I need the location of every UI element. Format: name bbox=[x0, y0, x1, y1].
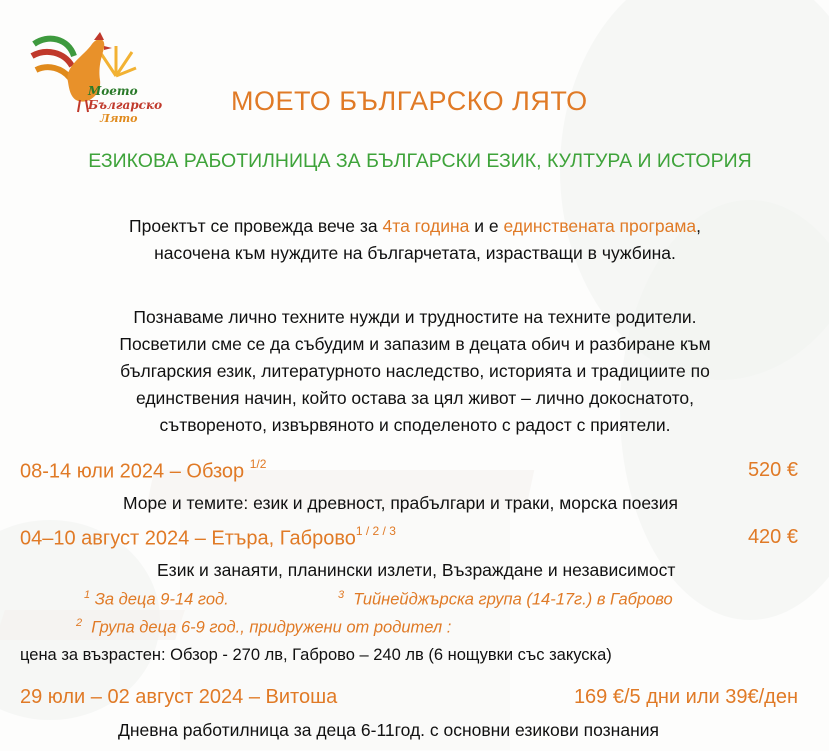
logo-text-line1: Моето bbox=[88, 84, 138, 98]
session-dates: 29 юли – 02 август 2024 – Витоша bbox=[20, 686, 338, 708]
logo-text-line2: Българско bbox=[88, 98, 163, 112]
session-price: 520 € bbox=[747, 459, 798, 481]
note-teen-group: $^3$ Тийнейджърска група (14-17г.) в Габрово bbox=[338, 589, 673, 609]
about-line: единствения начин, който остава за цял живот – лично докоснатото, bbox=[135, 388, 694, 408]
intro-line-2: насочена към нуждите на българчетата, израстващи в чужбина. bbox=[154, 243, 676, 263]
logo bbox=[28, 26, 163, 130]
session-dates: 04–10 август 2024 – Етъра, Габрово$^{1 / 2 / 3}$ bbox=[20, 524, 396, 550]
highlight-unique: единствената програма bbox=[503, 216, 697, 236]
session-price: 420 € bbox=[747, 526, 798, 548]
session-description: Море и темите: език и древност, прабългари и траки, морска поезия bbox=[123, 493, 678, 513]
intro-paragraph bbox=[20, 213, 810, 267]
highlight-years: 4та година bbox=[382, 216, 470, 236]
about-line: сътвореното, извървяното и споделеното с радост с приятели. bbox=[159, 415, 671, 435]
intro-line-1: Проектът се провежда вече за 4та година и е единствената програма, bbox=[129, 216, 701, 236]
session-description: Език и занаяти, планински излети, Възраждане и независимост bbox=[157, 560, 676, 580]
session-description: Дневна работилница за деца 6-11год. с основни езикови познания bbox=[118, 720, 659, 740]
about-line: Посветили сме се да събудим и запазим в децата обич и разбиране към bbox=[119, 334, 711, 354]
session-price: 169 €/5 дни или 39€/ден bbox=[573, 686, 798, 708]
about-paragraph bbox=[20, 304, 810, 439]
note-age-6-9: $^2$ Група деца 6-9 год., придружени от родител : bbox=[76, 617, 452, 637]
note-age-9-14: $^1$ За деца 9-14 год. bbox=[84, 589, 229, 609]
page-title: МОЕТО БЪЛГАРСКО ЛЯТО bbox=[231, 86, 588, 116]
page-subtitle: ЕЗИКОВА РАБОТИЛНИЦА ЗА БЪЛГАРСКИ ЕЗИК, КУЛТУРА И ИСТОРИЯ bbox=[88, 150, 752, 172]
logo-text-line3: Лято bbox=[100, 112, 138, 125]
about-line: българския език, литературното наследство, историята и традициите по bbox=[120, 361, 710, 381]
about-line: Познаваме лично техните нужди и трудностите на техните родители. bbox=[133, 307, 697, 327]
adult-price: цена за възрастен: Обзор - 270 лв, Габрово – 240 лв (6 нощувки със закуска) bbox=[20, 646, 612, 664]
session-dates: 08-14 юли 2024 – Обзор $^{1/2}$ bbox=[20, 457, 267, 483]
